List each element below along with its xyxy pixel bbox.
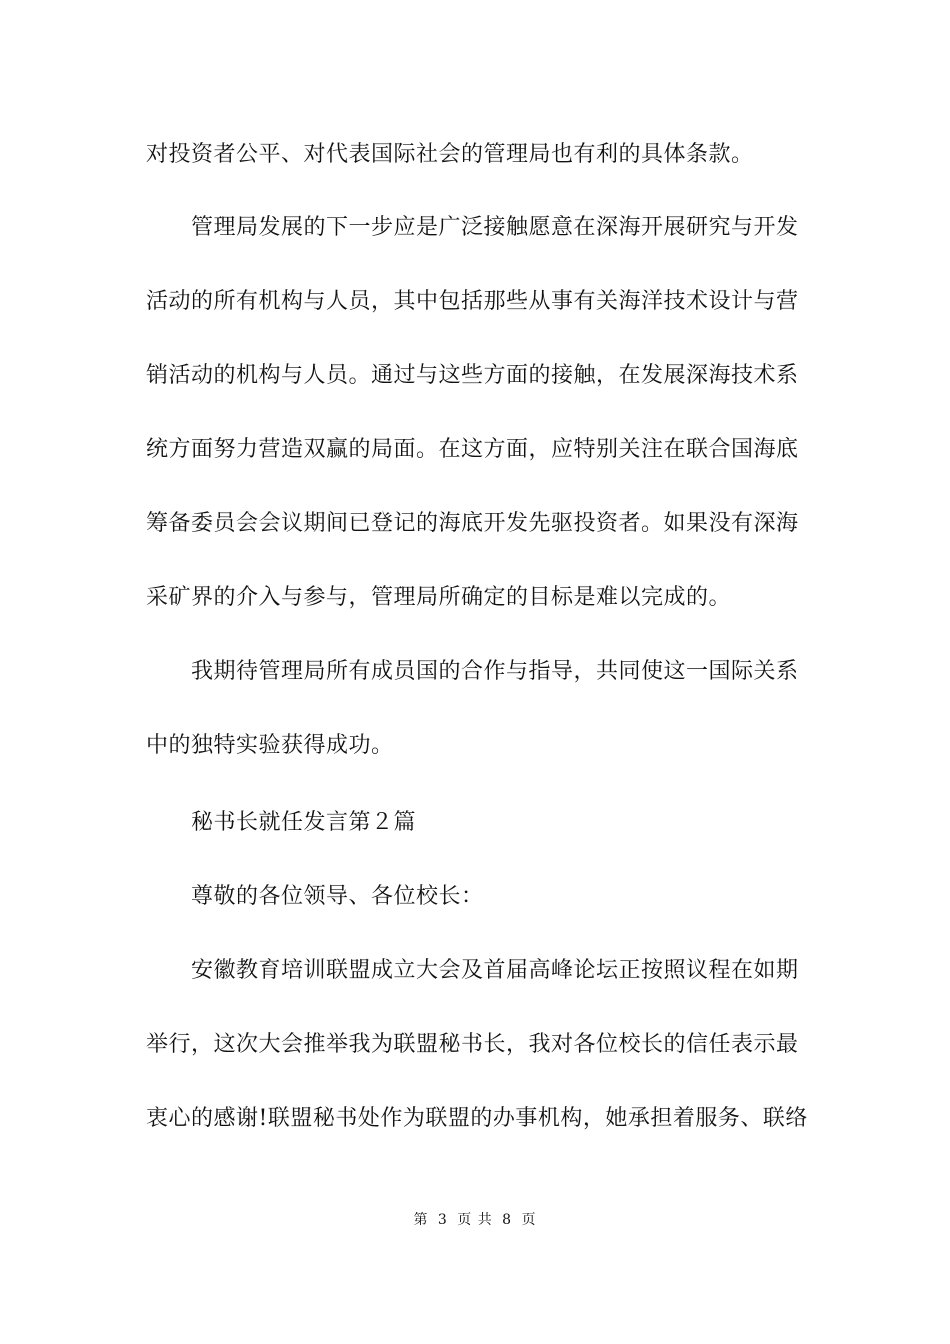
section-title: 秘书长就任发言第２篇 <box>146 810 417 835</box>
footer-prefix: 第 <box>413 1212 429 1228</box>
text-line-2: 管理局发展的下一步应是广泛接触愿意在深海开展研究与开发 <box>146 215 799 240</box>
text-line-3: 活动的所有机构与人员，其中包括那些从事有关海洋技术设计与营 <box>146 289 799 314</box>
text-line-14: 衷心的感谢!联盟秘书处作为联盟的办事机构，她承担着服务、联络 <box>146 1106 808 1131</box>
footer-total-pages: 8 <box>502 1212 513 1228</box>
text-line-12: 安徽教育培训联盟成立大会及首届高峰论坛正按照议程在如期 <box>146 958 799 983</box>
text-line-1: 对投资者公平、对代表国际社会的管理局也有利的具体条款。 <box>146 142 754 167</box>
text-line-4: 销活动的机构与人员。通过与这些方面的接触，在发展深海技术系 <box>146 363 799 388</box>
text-line-6: 筹备委员会会议期间已登记的海底开发先驱投资者。如果没有深海 <box>146 511 799 536</box>
footer-middle: 页 共 <box>457 1212 493 1228</box>
footer-current-page: 3 <box>437 1212 448 1228</box>
page-footer <box>0 1210 950 1230</box>
text-line-8: 我期待管理局所有成员国的合作与指导，共同使这一国际关系 <box>146 659 799 684</box>
text-line-9: 中的独特实验获得成功。 <box>146 733 394 758</box>
footer-suffix: 页 <box>521 1212 537 1228</box>
salutation: 尊敬的各位领导、各位校长： <box>146 884 484 909</box>
text-line-7: 采矿界的介入与参与，管理局所确定的目标是难以完成的。 <box>146 585 732 610</box>
text-line-13: 举行，这次大会推举我为联盟秘书长，我对各位校长的信任表示最 <box>146 1032 799 1057</box>
text-line-5: 统方面努力营造双赢的局面。在这方面，应特别关注在联合国海底 <box>146 437 799 462</box>
